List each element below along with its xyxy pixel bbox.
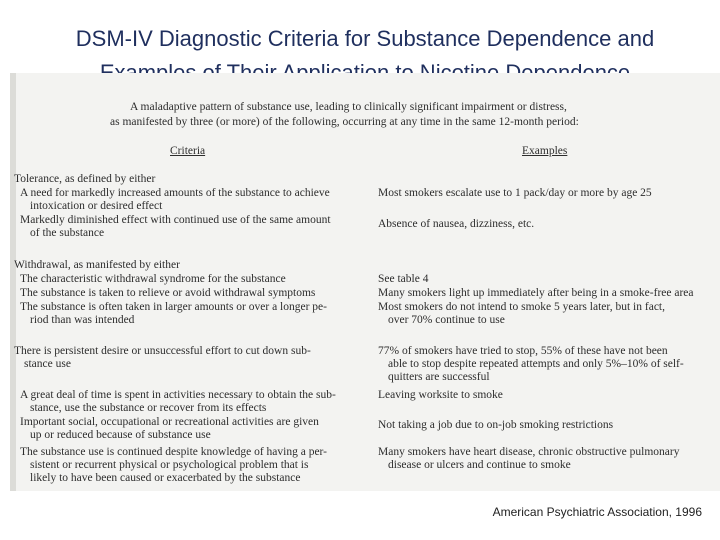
tolerance-example-2: Absence of nausea, dizziness, etc.	[378, 218, 535, 230]
continued-criterion-line-3: likely to have been caused or exacerbated by the substance	[30, 472, 301, 484]
withdrawal-example-3-line-2: over 70% continue to use	[388, 314, 505, 326]
tolerance-example-1: Most smokers escalate use to 1 pack/day or more by age 25	[378, 187, 652, 199]
tolerance-criterion-1-line-2: intoxication or desired effect	[30, 200, 163, 212]
scan-edge	[10, 73, 16, 491]
activities-criterion-line-1: Important social, occupational or recreational activities are given	[20, 416, 319, 428]
desire-example-line-1: 77% of smokers have tried to stop, 55% of these have not been	[378, 345, 668, 357]
intro-line-2: as manifested by three (or more) of the following, occurring at any time in the same 12-month period:	[110, 116, 579, 128]
tolerance-criterion-1-line-1: A need for markedly increased amounts of the substance to achieve	[20, 187, 330, 199]
continued-criterion-line-1: The substance use is continued despite knowledge of having a per-	[20, 446, 327, 458]
withdrawal-criterion-1: The characteristic withdrawal syndrome for the substance	[20, 273, 286, 285]
withdrawal-example-2: Many smokers light up immediately after being in a smoke-free area	[378, 287, 694, 299]
withdrawal-criterion-3-line-2: riod than was intended	[30, 314, 135, 326]
withdrawal-heading: Withdrawal, as manifested by either	[14, 259, 180, 271]
desire-example-line-3: quitters are successful	[388, 371, 490, 383]
time-example: Leaving worksite to smoke	[378, 389, 503, 401]
withdrawal-example-3-line-1: Most smokers do not intend to smoke 5 years later, but in fact,	[378, 301, 665, 313]
intro-line-1: A maladaptive pattern of substance use, leading to clinically significant impairment or distress,	[130, 101, 567, 113]
activities-criterion-line-2: up or reduced because of substance use	[30, 429, 211, 441]
slide-title-line-1: DSM-IV Diagnostic Criteria for Substance Dependence and	[75, 26, 655, 51]
tolerance-heading: Tolerance, as defined by either	[14, 173, 156, 185]
tolerance-criterion-2-line-2: of the substance	[30, 227, 105, 239]
desire-criterion-line-1: There is persistent desire or unsuccessful effort to cut down sub-	[14, 345, 311, 357]
examples-header: Examples	[522, 145, 568, 157]
continued-example-line-1: Many smokers have heart disease, chronic obstructive pulmonary	[378, 446, 680, 458]
continued-criterion-line-2: sistent or recurrent physical or psychological problem that is	[30, 459, 309, 471]
time-criterion-line-2: stance, use the substance or recover from its effects	[30, 402, 267, 414]
citation: American Psychiatric Association, 1996	[492, 505, 702, 519]
withdrawal-criterion-2: The substance is taken to relieve or avoid withdrawal symptoms	[20, 287, 316, 299]
desire-criterion-line-2: stance use	[24, 358, 71, 370]
tolerance-criterion-2-line-1: Markedly diminished effect with continued use of the same amount	[20, 214, 331, 226]
desire-example-line-2: able to stop despite repeated attempts and only 5%–10% of self-	[388, 358, 684, 370]
criteria-header: Criteria	[170, 145, 206, 157]
withdrawal-criterion-3-line-1: The substance is often taken in larger amounts or over a longer pe-	[20, 301, 327, 313]
activities-example: Not taking a job due to on-job smoking restrictions	[378, 419, 614, 431]
scanned-table	[10, 73, 720, 491]
time-criterion-line-1: A great deal of time is spent in activities necessary to obtain the sub-	[20, 389, 336, 401]
continued-example-line-2: disease or ulcers and continue to smoke	[388, 459, 571, 471]
withdrawal-example-1: See table 4	[378, 273, 429, 285]
